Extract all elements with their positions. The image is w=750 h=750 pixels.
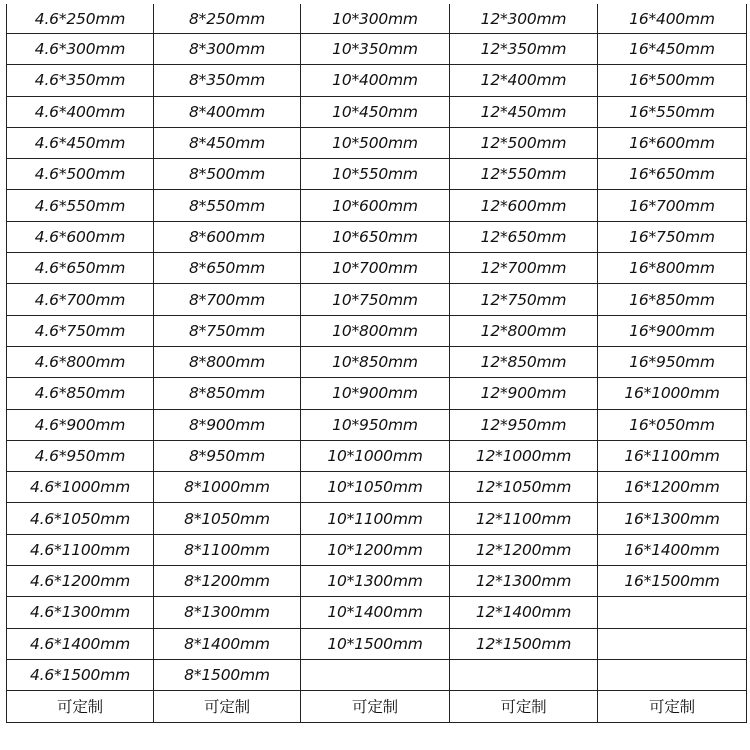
size-cell: 4.6*800mm [7,346,154,377]
size-cell: 10*1100mm [301,503,450,534]
size-cell: 16*750mm [598,221,747,252]
size-cell: 4.6*1500mm [7,659,154,690]
size-cell: 8*250mm [154,4,301,34]
table-row [7,315,747,346]
size-cell: 8*650mm [154,253,301,284]
size-cell: 10*1500mm [301,628,450,659]
table-row [7,566,747,597]
size-cell: 16*1300mm [598,503,747,534]
size-cell: 10*750mm [301,284,450,315]
size-cell: 16*550mm [598,96,747,127]
size-cell: 10*650mm [301,221,450,252]
size-cell [598,597,747,628]
table-row [7,346,747,377]
size-cell: 8*1400mm [154,628,301,659]
size-cell: 8*450mm [154,127,301,158]
size-cell: 12*1100mm [450,503,598,534]
size-cell: 12*850mm [450,346,598,377]
size-cell: 8*800mm [154,346,301,377]
table-row [7,628,747,659]
size-cell: 8*600mm [154,221,301,252]
size-cell: 12*500mm [450,127,598,158]
size-cell: 4.6*850mm [7,378,154,409]
size-cell: 16*700mm [598,190,747,221]
size-cell: 4.6*600mm [7,221,154,252]
customizable-label: 可定制 [7,691,154,722]
size-cell: 16*950mm [598,346,747,377]
table-row [7,96,747,127]
size-cell: 8*350mm [154,65,301,96]
customizable-label: 可定制 [450,691,598,722]
size-cell: 16*500mm [598,65,747,96]
size-cell: 10*500mm [301,127,450,158]
size-cell: 10*700mm [301,253,450,284]
size-cell: 12*950mm [450,409,598,440]
table-row [7,159,747,190]
size-cell: 12*900mm [450,378,598,409]
size-cell: 10*800mm [301,315,450,346]
size-cell: 12*400mm [450,65,598,96]
size-cell: 12*650mm [450,221,598,252]
table-row [7,503,747,534]
table-row [7,127,747,158]
size-cell: 10*900mm [301,378,450,409]
size-cell: 8*1300mm [154,597,301,628]
size-cell: 10*950mm [301,409,450,440]
size-cell [450,659,598,690]
size-cell: 12*1050mm [450,472,598,503]
size-cell [598,659,747,690]
size-spec-table [6,4,747,723]
size-cell: 8*300mm [154,34,301,65]
size-cell: 16*1400mm [598,534,747,565]
size-cell: 4.6*350mm [7,65,154,96]
size-cell: 10*1400mm [301,597,450,628]
table-row [7,65,747,96]
size-cell: 4.6*900mm [7,409,154,440]
size-cell: 12*750mm [450,284,598,315]
size-cell: 10*300mm [301,4,450,34]
spec-table-container [6,4,745,723]
size-cell: 16*1500mm [598,566,747,597]
size-cell: 4.6*1100mm [7,534,154,565]
size-cell: 10*550mm [301,159,450,190]
size-cell: 16*1100mm [598,440,747,471]
size-cell: 12*600mm [450,190,598,221]
size-cell: 16*600mm [598,127,747,158]
size-cell: 8*500mm [154,159,301,190]
size-cell: 8*1500mm [154,659,301,690]
size-cell: 12*700mm [450,253,598,284]
size-cell: 4.6*500mm [7,159,154,190]
size-cell: 16*650mm [598,159,747,190]
size-cell: 16*850mm [598,284,747,315]
size-cell: 12*800mm [450,315,598,346]
size-cell: 4.6*550mm [7,190,154,221]
size-cell: 10*450mm [301,96,450,127]
size-cell: 8*1000mm [154,472,301,503]
table-row [7,284,747,315]
table-row [7,190,747,221]
size-cell: 10*1200mm [301,534,450,565]
size-cell: 4.6*1050mm [7,503,154,534]
size-cell: 12*1300mm [450,566,598,597]
size-cell: 16*800mm [598,253,747,284]
size-cell: 8*900mm [154,409,301,440]
table-row [7,659,747,690]
size-cell: 8*550mm [154,190,301,221]
size-cell: 16*1200mm [598,472,747,503]
size-cell: 8*950mm [154,440,301,471]
size-cell: 10*600mm [301,190,450,221]
table-row [7,597,747,628]
customizable-label: 可定制 [154,691,301,722]
size-cell: 8*700mm [154,284,301,315]
size-cell: 12*550mm [450,159,598,190]
size-cell: 4.6*700mm [7,284,154,315]
size-cell: 12*1500mm [450,628,598,659]
size-spec-table-body [7,4,747,722]
table-row [7,221,747,252]
size-cell: 16*1000mm [598,378,747,409]
size-cell: 8*850mm [154,378,301,409]
size-cell: 4.6*1400mm [7,628,154,659]
table-row [7,409,747,440]
table-row [7,472,747,503]
size-cell: 8*1100mm [154,534,301,565]
size-cell: 8*1200mm [154,566,301,597]
table-row [7,440,747,471]
table-row [7,4,747,34]
size-cell: 8*750mm [154,315,301,346]
size-cell: 4.6*1300mm [7,597,154,628]
customizable-row [7,691,747,722]
size-cell: 4.6*750mm [7,315,154,346]
size-cell [598,628,747,659]
table-row [7,534,747,565]
size-cell: 16*900mm [598,315,747,346]
size-cell: 4.6*950mm [7,440,154,471]
size-cell: 12*350mm [450,34,598,65]
size-cell: 8*1050mm [154,503,301,534]
size-cell: 16*050mm [598,409,747,440]
size-cell: 12*450mm [450,96,598,127]
size-cell: 4.6*1000mm [7,472,154,503]
size-cell: 8*400mm [154,96,301,127]
size-cell: 4.6*300mm [7,34,154,65]
size-cell: 12*1400mm [450,597,598,628]
size-cell: 12*1200mm [450,534,598,565]
size-cell: 4.6*450mm [7,127,154,158]
table-row [7,253,747,284]
table-row [7,34,747,65]
size-cell: 10*1050mm [301,472,450,503]
size-cell: 10*1000mm [301,440,450,471]
size-cell: 10*350mm [301,34,450,65]
size-cell: 4.6*650mm [7,253,154,284]
customizable-label: 可定制 [301,691,450,722]
size-cell: 4.6*400mm [7,96,154,127]
size-cell: 10*1300mm [301,566,450,597]
size-cell: 16*450mm [598,34,747,65]
customizable-label: 可定制 [598,691,747,722]
size-cell [301,659,450,690]
size-cell: 4.6*1200mm [7,566,154,597]
table-row [7,378,747,409]
size-cell: 10*850mm [301,346,450,377]
size-cell: 4.6*250mm [7,4,154,34]
size-cell: 10*400mm [301,65,450,96]
size-cell: 12*300mm [450,4,598,34]
size-cell: 12*1000mm [450,440,598,471]
size-cell: 16*400mm [598,4,747,34]
